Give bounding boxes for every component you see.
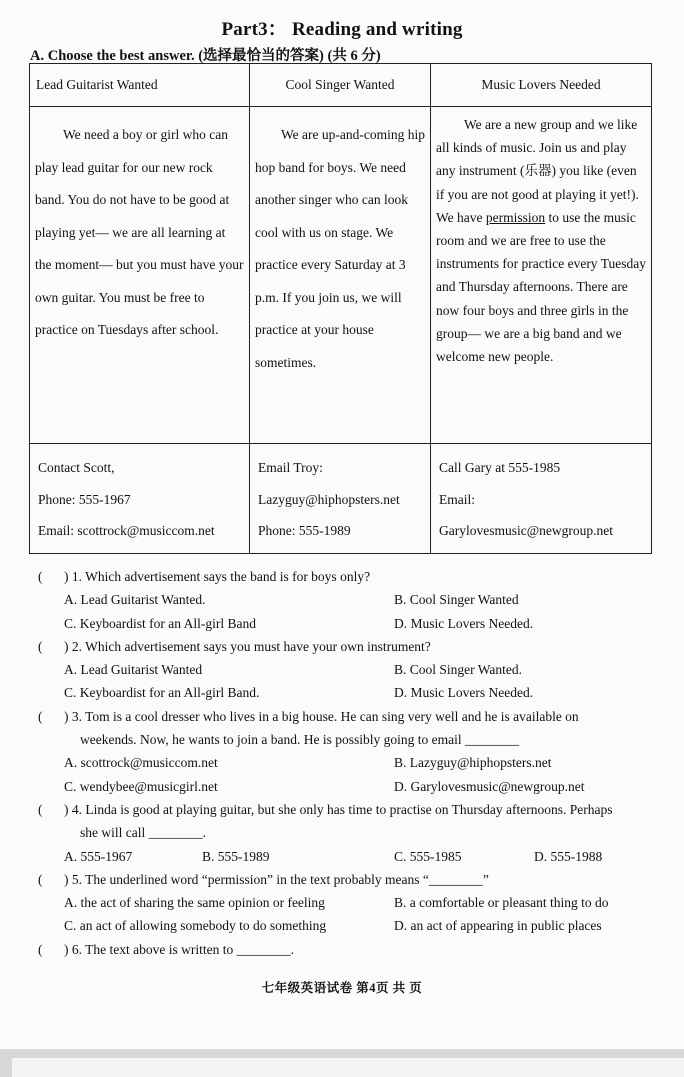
question-stem: ) 1. Which advertisement says the band is for boys only? bbox=[64, 569, 371, 584]
answer-bracket[interactable]: ( bbox=[38, 708, 43, 724]
ad-heading-cool-singer: Cool Singer Wanted bbox=[250, 64, 431, 107]
contact-email: Garylovesmusic@newgroup.net bbox=[439, 523, 614, 538]
option-a: A. scottrock@musiccom.net bbox=[64, 755, 218, 771]
option-b: B. Lazyguy@hiphopsters.net bbox=[394, 755, 552, 771]
question-stem: ) 5. The underlined word “permission” in the text probably means “________” bbox=[64, 871, 489, 887]
answer-bracket[interactable]: ( bbox=[38, 801, 43, 817]
option-c: C. an act of allowing somebody to do something bbox=[64, 918, 327, 934]
ad-body-text: to use the music room and we are free to use the instruments for practice every Tuesday and Thursday afternoons. There are now four boys and three girls in the group— we are a big band and we welcome new people. bbox=[436, 209, 646, 365]
option-d: D. 555-1988 bbox=[534, 848, 603, 864]
contact-line: Contact Scott, bbox=[38, 460, 115, 475]
option-a: A. Lead Guitarist Wanted bbox=[64, 662, 203, 678]
option-c: C. Keyboardist for an All-girl Band bbox=[64, 615, 256, 631]
option-d: D. Garylovesmusic@newgroup.net bbox=[394, 778, 585, 794]
option-b: B. Cool Singer Wanted. bbox=[394, 662, 523, 678]
underlined-word-permission: permission bbox=[485, 209, 546, 225]
question-stem-continued: she will call ________. bbox=[80, 825, 206, 841]
option-c: C. wendybee@musicgirl.net bbox=[64, 778, 218, 794]
question-stem: ) 4. Linda is good at playing guitar, but she only has time to practise on Thursday afternoons. Perhaps bbox=[64, 801, 613, 817]
option-b: B. 555-1989 bbox=[202, 848, 270, 864]
ad-heading-lead-guitarist: Lead Guitarist Wanted bbox=[30, 64, 250, 107]
ads-table bbox=[29, 63, 652, 554]
option-c: C. Keyboardist for an All-girl Band. bbox=[64, 685, 260, 701]
section-title: A. Choose the best answer. (选择最恰当的答案) (共 6 分) bbox=[30, 48, 381, 64]
answer-bracket[interactable]: ( bbox=[38, 941, 43, 957]
question-stem-continued: weekends. Now, he wants to join a band. He is possibly going to email ________ bbox=[80, 732, 519, 748]
option-d: D. an act of appearing in public places bbox=[394, 918, 602, 934]
option-d: D. Music Lovers Needed. bbox=[394, 615, 534, 631]
ad-body-text: We have bbox=[436, 209, 486, 225]
option-a: A. Lead Guitarist Wanted. bbox=[64, 592, 206, 608]
contact-line: Email: bbox=[439, 491, 475, 507]
option-a: A. the act of sharing the same opinion or feeling bbox=[64, 895, 325, 911]
answer-bracket[interactable]: ( bbox=[38, 569, 43, 584]
contact-email: Lazyguy@hiphopsters.net bbox=[258, 491, 400, 507]
contact-phone: Phone: 555-1967 bbox=[38, 491, 131, 507]
contact-phone: Call Gary at 555-1985 bbox=[439, 460, 561, 475]
ad-body-music-lovers-part1: We are a new group and we like all kinds of music. Join us and play any instrument (乐器) you like (even if you are not good at playing it yet!). bbox=[436, 117, 639, 202]
contact-line: Email Troy: bbox=[258, 460, 323, 475]
question-2 bbox=[38, 635, 668, 658]
ad-heading-music-lovers: Music Lovers Needed bbox=[431, 64, 652, 107]
question-list bbox=[38, 565, 668, 961]
ad-body-music-lovers-part2 bbox=[436, 206, 646, 368]
question-stem: ) 2. Which advertisement says you must have your own instrument? bbox=[64, 638, 431, 654]
page-footer: 七年级英语试卷 第4页 共 页 bbox=[261, 981, 423, 995]
question-stem: ) 6. The text above is written to ________. bbox=[64, 941, 294, 957]
option-b: B. a comfortable or pleasant thing to do bbox=[394, 895, 609, 911]
contact-phone: Phone: 555-1989 bbox=[258, 523, 351, 538]
option-a: A. 555-1967 bbox=[64, 848, 133, 864]
contact-email: Email: scottrock@musiccom.net bbox=[38, 523, 215, 538]
question-4 bbox=[38, 798, 668, 821]
option-b: B. Cool Singer Wanted bbox=[394, 592, 519, 608]
question-stem: ) 3. Tom is a cool dresser who lives in a big house. He can sing very well and he is available on bbox=[64, 708, 579, 724]
question-1 bbox=[38, 565, 668, 588]
question-6 bbox=[38, 938, 668, 961]
question-5 bbox=[38, 868, 668, 891]
part-title: Part3： Reading and writing bbox=[221, 19, 463, 40]
ad-body-cool-singer: We are up-and-coming hip hop band for boys. We need another singer who can look cool with us on stage. We practice every Saturday at 3 p.m. If you join us, we will practice at your house sometimes. bbox=[255, 127, 425, 370]
option-d: D. Music Lovers Needed. bbox=[394, 685, 534, 701]
option-c: C. 555-1985 bbox=[394, 848, 462, 864]
ad-body-lead-guitarist: We need a boy or girl who can play lead guitar for our new rock band. You do not have to be good at playing yet— we are all learning at the moment— but you must have your own guitar. You must be free to practice on Tuesdays after school. bbox=[35, 127, 244, 337]
question-3 bbox=[38, 705, 668, 728]
answer-bracket[interactable]: ( bbox=[38, 638, 43, 654]
viewer-next-page-edge bbox=[12, 1058, 684, 1077]
answer-bracket[interactable]: ( bbox=[38, 871, 43, 887]
